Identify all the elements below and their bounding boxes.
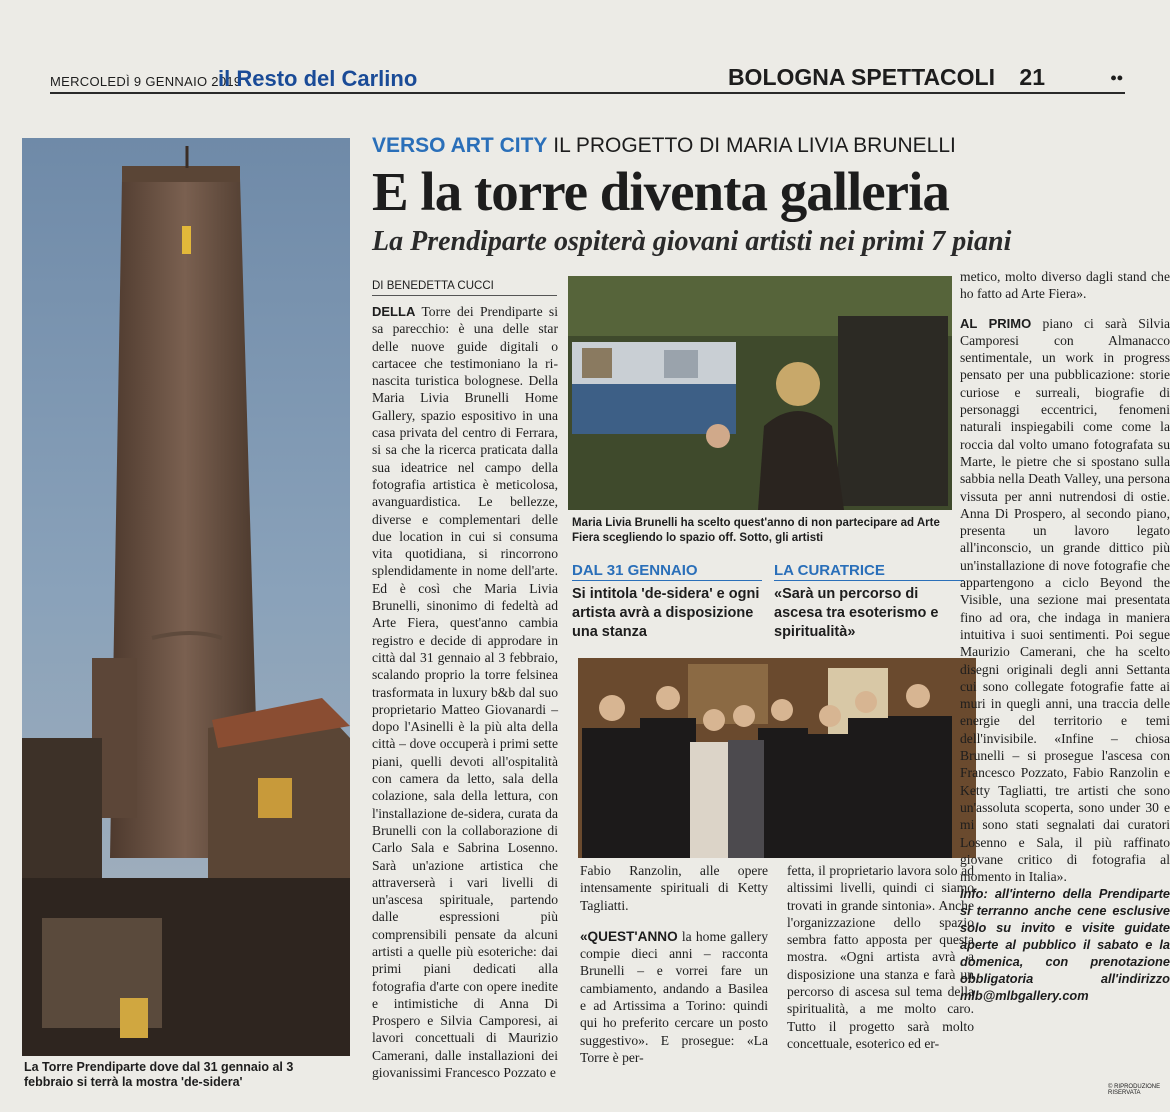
column-1-lead: DELLA bbox=[372, 304, 416, 319]
tower-photo-caption: La Torre Prendiparte dove dal 31 gennaio al 3 febbraio si terrà la mostra 'de-sidera' bbox=[24, 1060, 294, 1089]
info-box-curator bbox=[774, 562, 964, 642]
artists-group-photo bbox=[578, 658, 976, 858]
info-box-dates bbox=[572, 562, 762, 642]
tower-photo bbox=[22, 138, 350, 1056]
masthead bbox=[50, 64, 1125, 94]
column-2a-text-1: Fabio Ranzolin, alle opere intensamente spirituali di Ketty Tagliatti. bbox=[580, 863, 768, 913]
article-column-3 bbox=[960, 268, 1170, 1004]
newspaper-logo: il Resto del Carlino bbox=[218, 66, 418, 91]
tower-illustration bbox=[22, 138, 350, 1056]
byline: DI BENEDETTA CUCCI bbox=[372, 280, 557, 296]
info-note: Info: all'interno della Prendiparte si terranno anche cene esclusive solo su invito e visite guidate aperte al pubblico il sabato e la domenica, con prenotazione obbligatoria all'indirizzo mlb@mlbgallery.com bbox=[960, 886, 1170, 1004]
copyright-note: © RIPRODUZIONE RISERVATA bbox=[1108, 1084, 1161, 1096]
kicker bbox=[372, 134, 956, 158]
column-3-text-1: metico, molto diverso dagli stand che ho fatto ad Arte Fiera». bbox=[960, 269, 1170, 302]
info-box-dates-body: Si intitola 'de-sidera' e ogni artista avrà a disposizione una stanza bbox=[572, 586, 760, 640]
column-3-lead: AL PRIMO bbox=[960, 315, 1032, 331]
curator-photo bbox=[568, 276, 952, 510]
curator-illustration bbox=[568, 276, 952, 510]
info-box-dates-title: DAL 31 GENNAIO bbox=[572, 562, 762, 581]
article-column-2b: fetta, il proprietario lavora solo ad altissimi livelli, quindi ci siamo trovati in grande sintonia». Anche l'organizzazione dello spazio sembra fatto apposta per questa mostra. «Ogni artista avrà a disposizione una stanza e farà un percorso di ascesa sul tema della spiritualità, a me molto caro. Tutto il progetto sarà molto concettuale, esoterico ed er- bbox=[787, 863, 974, 1051]
info-box-curator-title: LA CURATRICE bbox=[774, 562, 964, 581]
headline: E la torre diventa galleria bbox=[372, 161, 949, 222]
issue-date: MERCOLEDÌ 9 GENNAIO 2019 bbox=[50, 74, 242, 89]
article-column-1 bbox=[372, 303, 558, 1081]
section-title: BOLOGNA SPETTACOLI bbox=[727, 64, 995, 90]
column-2a-text-2: la home gallery compie dieci anni – racconta Brunelli – e vorrei fare un cambiamento, andando a Basilea e ad Artissima a Torino: quindi qui ho preferito cercare un posto suggestivo». E prosegue: «La Torre è per- bbox=[580, 928, 768, 1065]
page-number: 21 bbox=[1019, 64, 1045, 90]
column-3-text-2: piano ci sarà Silvia Camporesi con Almanacco sentimentale, un work in progress pensato per una pubblicazione: storie curiose e surreali, biografie di personaggi eccentrici, fenomeni naturali inspiegabili come come la roccia dal volto umano fotografata su Marte, le pietre che si spostano sulla sabbia nella Death Valley, una persona vissuta per anni nutrendosi di ostie. Anna Di Prospero, al secondo piano, presenta un lavoro legato all'inconscio, un grande dittico più un'installazione di nove fotografie che appartengono a ciclo Beyond the Visible, una sezione mai presentata fino ad ora, che indaga in maniera intuitiva i suoi sentimenti. Poi segue Maurizio Camerani, che ha scelto disegni originali degli anni Settanta cui sono collegate fotografie fatte ai muri in quegli anni, una traccia delle energie del territorio e temi dell'invisibile. «Infine – chiosa Brunelli – si prosegue l'ascesa con Francesco Pozzato, Fabio Ranzolin e Ketty Tagliatti, tre artisti che sono un'assoluta scoperta, sono under 30 e mi sono stati segnalati dai curatori Losenno e Sala, il più raffinato giovane critico di fotografia al momento in Italia». bbox=[960, 315, 1170, 885]
subheadline: La Prendiparte ospiterà giovani artisti nei primi 7 piani bbox=[372, 226, 1012, 257]
kicker-rest: IL PROGETTO DI MARIA LIVIA BRUNELLI bbox=[553, 134, 956, 157]
article-column-2a bbox=[580, 862, 768, 1066]
page-marker: •• bbox=[1110, 68, 1123, 88]
kicker-highlight: VERSO ART CITY bbox=[372, 134, 548, 157]
column-1-text: Torre dei Prendiparte si sa parecchio: è una delle star delle nuove guide digitali o cartacee che testimoniano la ri-nascita turistica bolognese. Della Maria Livia Brunelli Home Gallery, spazio espositivo in una casa privata del centro di Ferrara, si sa che la ricerca praticata dalla sua ideatrice nel campo della fotografia artistica è meticolosa, avanguardistica. Le bellezze, diverse e complementari delle due location in cui si consuma vita quotidiana, si rincorrono splendidamente in nome dell'arte. Ed è così che Maria Livia Brunelli, sinonimo di fedeltà ad Arte Fiera, quest'anno cambia registro e decide di approdare in città dal 31 gennaio al 3 febbraio, scalando proprio la torre felsinea trasformata in luxury b&b dal suo proprietario Matteo Giovanardi – dopo l'Asinelli è la più alta della città – dove occuperà i primi sette piani, quelli devoti all'ospitalità con camera da letto, sala della colazione, sala della lettura, con l'installazione de-sidera, curata da Brunelli con la collaborazione di Carlo Sala e Sabrina Losenno. Sarà un'azione artistica che attraverserà i vari livelli di un'ascesa spirituale, partendo dalle espressioni più comprensibili pensate da alcuni artisti a quelle più esoteriche: dai primi piani dedicati alla fotografia d'arte con opere inedite e intimistiche di Anna Di Prospero e Silvia Camporesi, ai lavori concettuali di Maurizio Camerani, dalle installazioni dei giovanissimi Francesco Pozzato e bbox=[372, 304, 558, 1081]
artists-group-illustration bbox=[578, 658, 976, 858]
column-2a-lead: «QUEST'ANNO bbox=[580, 928, 678, 944]
curator-photo-caption: Maria Livia Brunelli ha scelto quest'anno di non partecipare ad Arte Fiera scegliendo lo spazio off. Sotto, gli artisti bbox=[572, 517, 940, 544]
info-box-curator-body: «Sarà un percorso di ascesa tra esoterismo e spiritualità» bbox=[774, 586, 939, 640]
